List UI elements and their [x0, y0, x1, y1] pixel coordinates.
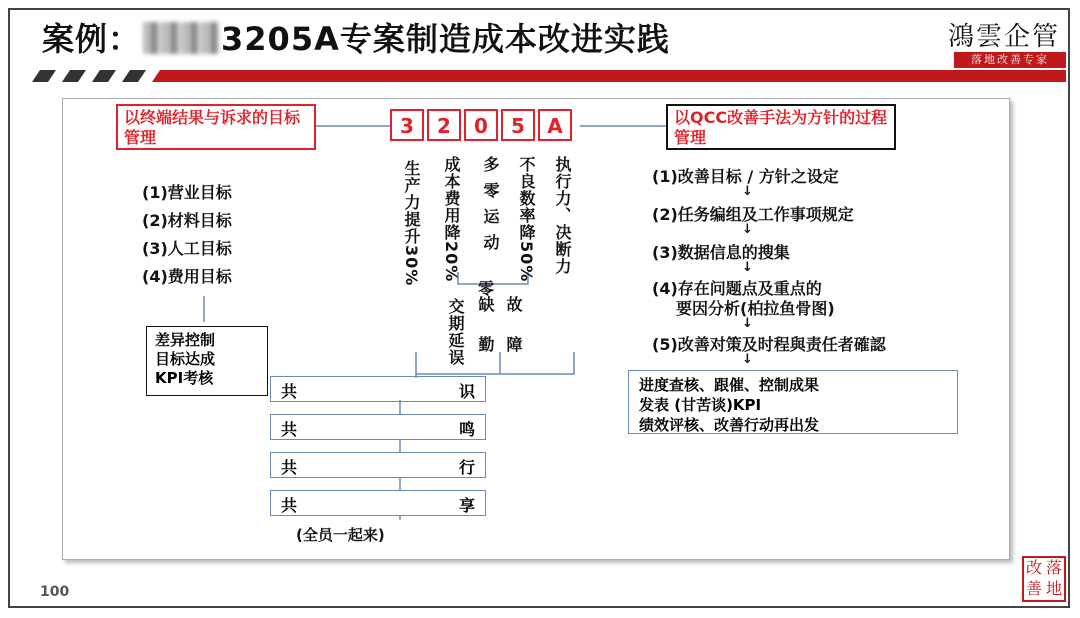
control-box: [146, 326, 268, 396]
code-digit: 3: [390, 109, 424, 141]
process-step: (2)任务编组及工作事项规定: [652, 205, 854, 224]
zero-item-absence: 缺勤: [476, 296, 495, 376]
result-goal-box: 以终端结果与诉求的目标管理: [116, 104, 316, 150]
seal-char: 改: [1025, 558, 1042, 577]
brand-logo-subtitle: 落地改善专家: [954, 52, 1066, 68]
process-step: (5)改善对策及时程與责任者確認: [652, 335, 886, 354]
zero-item-delivery: 交期延误: [446, 298, 465, 366]
target-item: (2)材料目标: [142, 211, 232, 230]
process-step: (1)改善目标 / 方针之设定: [652, 167, 839, 186]
process-step: (4)存在问题点及重点的: [652, 279, 822, 298]
result-review-box: [628, 370, 958, 434]
page-number: 100: [40, 584, 70, 600]
shared-right: 识: [458, 382, 475, 401]
zero-item-breakdown: 故障: [504, 296, 523, 376]
process-step: (3)数据信息的搜集: [652, 243, 790, 262]
target-item: (1)营业目标: [142, 183, 232, 202]
column-productivity: 生产力提升30%: [402, 160, 421, 287]
column-cost-reduction: 成本费用降20%: [442, 156, 461, 283]
shared-step-understanding: [270, 376, 486, 402]
shared-left: 共: [281, 458, 298, 477]
column-defect-reduction: 不良数率降50%: [517, 156, 536, 283]
seal-char: 落: [1045, 558, 1062, 577]
zero-label: 零: [478, 279, 495, 298]
title-prefix: 案例：: [42, 20, 142, 58]
all-staff-label: (全员一起来): [296, 526, 385, 544]
down-arrow-icon: ↓: [742, 352, 753, 367]
shared-right: 鸣: [458, 420, 475, 439]
column-execution: 执行力、决断力: [553, 156, 572, 275]
code-digit: 2: [427, 109, 461, 141]
shared-step-benefit: [270, 490, 486, 516]
down-arrow-icon: ↓: [742, 260, 753, 275]
process-goal-box: 以QCC改善手法为方针的过程管理: [666, 104, 896, 150]
down-arrow-icon: ↓: [742, 222, 753, 237]
down-arrow-icon: ↓: [742, 184, 753, 199]
result-line: 发表 (甘苦谈)KPI: [639, 396, 762, 414]
control-line: 差异控制: [155, 331, 216, 349]
control-line: KPI考核: [155, 369, 214, 387]
title-suffix: 3205A专案制造成本改进实践: [221, 20, 670, 58]
shared-left: 共: [281, 382, 298, 401]
code-letter: A: [538, 109, 572, 141]
result-line: 进度查核、跟催、控制成果: [639, 376, 820, 394]
brand-seal: [1022, 556, 1066, 602]
code-3205a: [390, 109, 575, 141]
process-step-continued: 要因分析(柏拉鱼骨图): [676, 299, 835, 318]
target-item: (3)人工目标: [142, 239, 232, 258]
shared-step-resonance: [270, 414, 486, 440]
down-arrow-icon: ↓: [742, 316, 753, 331]
control-line: 目标达成: [155, 350, 216, 368]
shared-left: 共: [281, 420, 298, 439]
target-item: (4)费用目标: [142, 267, 232, 286]
shared-right: 行: [458, 458, 475, 477]
seal-char: 地: [1045, 579, 1062, 598]
seal-char: 善: [1025, 579, 1042, 598]
shared-left: 共: [281, 496, 298, 515]
result-line: 绩效评核、改善行动再出发: [639, 416, 820, 434]
shared-right: 享: [458, 496, 475, 515]
brand-logo: 鴻雲企管: [948, 22, 1061, 52]
shared-step-action: [270, 452, 486, 478]
code-digit: 5: [501, 109, 535, 141]
code-digit: 0: [464, 109, 498, 141]
column-zero-movement: 多零运动: [481, 156, 500, 260]
